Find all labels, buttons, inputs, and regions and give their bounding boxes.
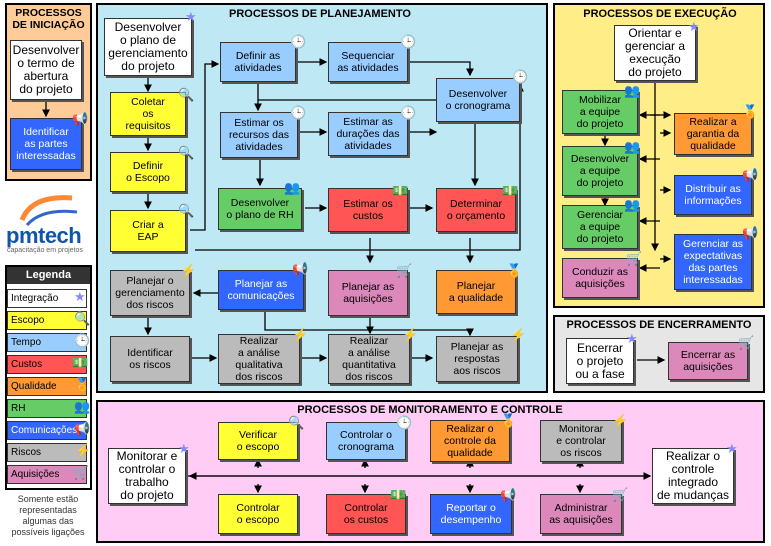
verify-scope-box[interactable]: Verificar o escopo (218, 422, 298, 460)
plan-risk-management-box[interactable]: Planejar o gerenciamento dos riscos (110, 270, 190, 316)
magnifier-icon: 🔍 (178, 203, 195, 218)
determine-budget-box[interactable]: Determinar o orçamento (436, 188, 516, 232)
people-icon: 👥 (624, 197, 641, 212)
megaphone-icon: 📢 (742, 167, 759, 182)
medal-icon: 🏅 (74, 377, 91, 392)
star-icon: ★ (726, 441, 738, 456)
money-icon: 💵 (72, 355, 89, 370)
plan-procurement-box[interactable]: Planejar as aquisições (328, 270, 408, 316)
control-scope-box[interactable]: Controlar o escopo (218, 494, 298, 534)
logo-name: pmtech (6, 223, 82, 248)
acquire-team-box[interactable]: Mobilizar a equipe do projeto (562, 90, 638, 134)
quality-assurance-box[interactable]: Realizar a garantia da qualidade (674, 113, 752, 155)
plan-communications-box[interactable]: Planejar as comunicações (218, 270, 304, 310)
monitor-risks-box[interactable]: Monitorar e controlar os riscos (540, 420, 622, 462)
planning-title: PROCESSOS DE PLANEJAMENTO (229, 8, 411, 20)
develop-plan-box[interactable]: Desenvolver o plano de gerenciamento do projeto (104, 18, 192, 76)
identify-risks-box[interactable]: Identificar os riscos (110, 336, 190, 382)
collect-requirements-box[interactable]: Coletar os requisitos (110, 92, 186, 136)
estimate-resources-box[interactable]: Estimar os recursos das atividades (220, 112, 298, 158)
money-icon: 💵 (392, 183, 409, 198)
clock-icon: 🕒 (290, 34, 307, 49)
money-icon: 💵 (502, 183, 519, 198)
legend-note: Somente estão representadas algumas das possíveis ligações (11, 494, 85, 537)
legend-communications: Comunicações (7, 421, 87, 440)
lightning-icon: ⚡ (402, 327, 419, 342)
legend-integration: Integração (7, 289, 87, 308)
close-procurement-box[interactable]: Encerrar as aquisições (668, 342, 748, 380)
people-icon: 👥 (284, 180, 301, 195)
manage-team-box[interactable]: Gerenciar a equipe do projeto (562, 205, 638, 249)
megaphone-icon: 📢 (742, 225, 759, 240)
star-icon: ★ (178, 441, 190, 456)
distribute-information-box[interactable]: Distribuir as informações (674, 175, 752, 215)
lightning-icon: ⚡ (75, 443, 92, 458)
star-icon: ★ (626, 331, 638, 346)
quantitative-analysis-box[interactable]: Realizar a análise quantitativa dos riscos (328, 334, 410, 384)
legend-procurement: Aquisições (7, 465, 87, 484)
report-performance-box[interactable]: Reportar o desempenho (430, 494, 512, 534)
cart-icon: 🛒 (738, 335, 755, 350)
clock-icon: 🕒 (512, 69, 529, 84)
plan-risk-responses-box[interactable]: Planejar as respostas aos riscos (436, 336, 518, 382)
magnifier-icon: 🔍 (288, 415, 305, 430)
cart-icon: 🛒 (396, 263, 413, 278)
people-icon: 👥 (624, 139, 641, 154)
megaphone-icon: 📢 (500, 487, 517, 502)
people-icon: 👥 (624, 83, 641, 98)
cart-icon: 🛒 (73, 465, 90, 480)
clock-icon: 🕒 (400, 34, 417, 49)
star-icon: ★ (185, 9, 197, 24)
develop-charter-box[interactable]: Desenvolver o termo de abertura do projeto (10, 40, 82, 100)
lightning-icon: ⚡ (180, 263, 197, 278)
legend-hr: RH (7, 399, 87, 418)
legend-title: Legenda (7, 267, 90, 284)
clock-icon: 🕒 (290, 105, 307, 120)
cart-icon: 🛒 (626, 251, 643, 266)
monitoring-title: PROCESSOS DE MONITORAMENTO E CONTROLE (297, 404, 563, 416)
define-scope-box[interactable]: Definir o Escopo (110, 152, 186, 192)
define-activities-box[interactable]: Definir as atividades (220, 42, 296, 82)
cart-icon: 🛒 (612, 487, 629, 502)
conduct-procurement-box[interactable]: Conduzir as aquisições (562, 258, 638, 298)
initiation-title: PROCESSOS DE INICIAÇÃO (12, 7, 85, 31)
legend-scope: Escopo (7, 311, 87, 330)
integrated-change-control-box[interactable]: Realizar o controle integrado de mudanças (652, 448, 734, 504)
direct-manage-execution-box[interactable]: Orientar e gerenciar a execução do projeto (614, 25, 696, 81)
lightning-icon: ⚡ (292, 327, 309, 342)
execution-title: PROCESSOS DE EXECUÇÃO (583, 8, 737, 20)
star-icon: ★ (74, 289, 86, 304)
quality-control-box[interactable]: Realizar o controle da qualidade (430, 420, 510, 462)
star-icon: ★ (688, 19, 700, 34)
lightning-icon: ⚡ (510, 327, 527, 342)
estimate-costs-box[interactable]: Estimar os custos (328, 188, 408, 232)
estimate-durations-box[interactable]: Estimar as durações das atividades (328, 112, 408, 156)
develop-hr-plan-box[interactable]: Desenvolver o plano de RH (218, 188, 302, 230)
people-icon: 👥 (74, 399, 91, 414)
monitor-control-work-box[interactable]: Monitorar e controlar o trabalho do projeto (108, 448, 186, 504)
legend-costs: Custos (7, 355, 87, 374)
magnifier-icon: 🔍 (74, 311, 91, 326)
magnifier-icon: 🔍 (178, 87, 195, 102)
control-schedule-box[interactable]: Controlar o cronograma (326, 422, 406, 460)
identify-stakeholders-box[interactable]: Identificar as partes interessadas (10, 118, 82, 170)
legend-time: Tempo (7, 333, 87, 352)
develop-schedule-box[interactable]: Desenvolver o cronograma (436, 78, 520, 122)
close-project-box[interactable]: Encerrar o projeto ou a fase (566, 338, 634, 384)
control-costs-box[interactable]: Controlar os custos (326, 494, 406, 534)
clock-icon: 🕒 (400, 105, 417, 120)
megaphone-icon: 📢 (74, 421, 91, 436)
logo-tagline: capacitação em projetos (7, 247, 83, 254)
legend-quality: Qualidade (7, 377, 87, 396)
lightning-icon: ⚡ (612, 413, 629, 428)
clock-icon: 🕒 (396, 415, 413, 430)
medal-icon: 🏅 (500, 413, 517, 428)
legend-risks: Riscos (7, 443, 87, 462)
pmtech-logo (2, 190, 94, 258)
clock-icon: 🕒 (74, 333, 91, 348)
qualitative-analysis-box[interactable]: Realizar a análise qualitativa dos riscos (218, 334, 300, 384)
sequence-activities-box[interactable]: Sequenciar as atividades (328, 42, 408, 82)
plan-quality-box[interactable]: Planejar a qualidade (436, 270, 516, 314)
megaphone-icon: 📢 (72, 111, 89, 126)
magnifier-icon: 🔍 (178, 145, 195, 160)
money-icon: 💵 (390, 487, 407, 502)
medal-icon: 🏅 (506, 263, 523, 278)
megaphone-icon: 📢 (292, 261, 309, 276)
administer-procurement-box[interactable]: Administrar as aquisições (540, 494, 622, 534)
create-wbs-box[interactable]: Criar a EAP (110, 210, 186, 252)
closing-title: PROCESSOS DE ENCERRAMENTO (566, 319, 752, 331)
medal-icon: 🏅 (742, 104, 759, 119)
develop-team-box[interactable]: Desenvolver a equipe do projeto (562, 146, 638, 196)
manage-expectations-box[interactable]: Gerenciar as expectativas das partes interessadas (674, 234, 752, 290)
